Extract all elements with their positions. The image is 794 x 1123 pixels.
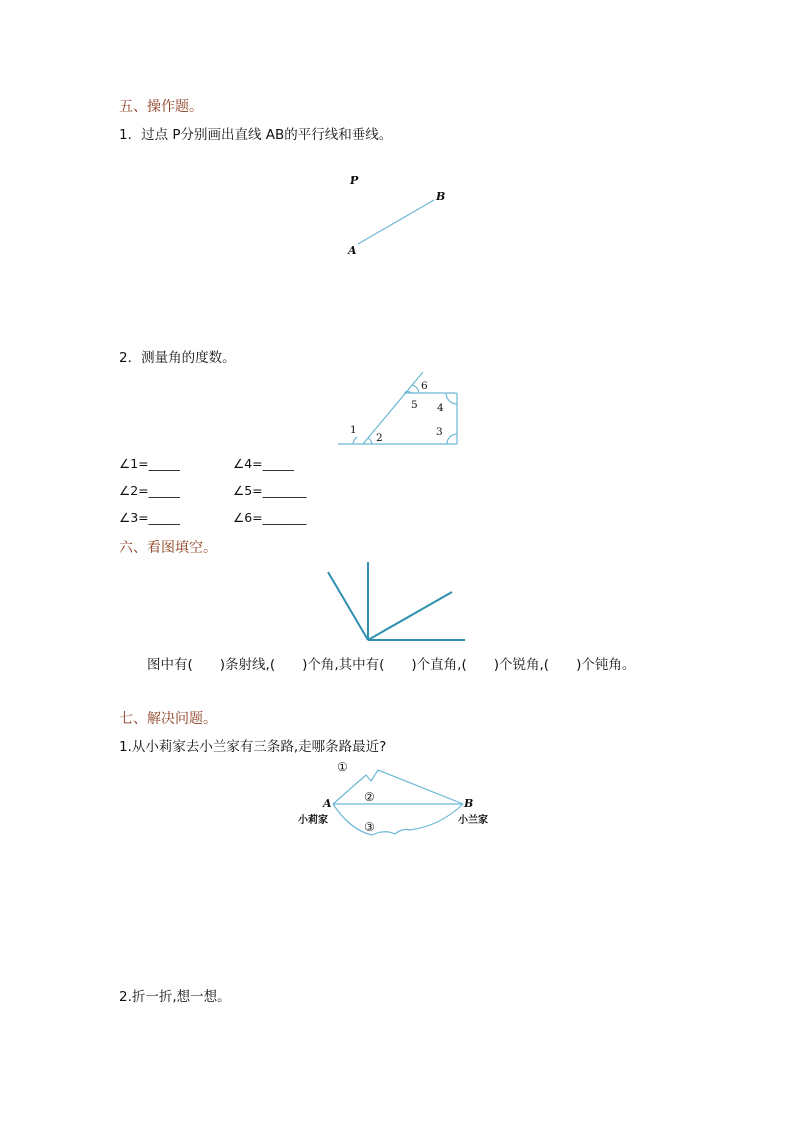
answer-angle-1: ∠1=_____ [119, 456, 180, 471]
label-route-a: A [323, 797, 332, 810]
question-parallel-perpendicular: 1．过点 P分别画出直线 AB的平行线和垂线。 [119, 127, 393, 143]
question-shortest-route: 1.从小莉家去小兰家有三条路,走哪条路最近? [119, 739, 387, 755]
label-point-p: P [350, 174, 359, 187]
route-1 [333, 770, 463, 804]
angle-label-6: 6 [421, 380, 428, 392]
fill-in-sentence: 图中有( )条射线,( )个角,其中有( )个直角,( )个锐角,( )个钝角。 [147, 657, 636, 673]
angle-label-2: 2 [376, 432, 383, 444]
section-heading-problems: 七、解决问题。 [119, 711, 217, 727]
section-heading-operations: 五、操作题。 [119, 99, 203, 115]
route-label-3: ③ [364, 820, 375, 834]
answer-angle-2: ∠2=_____ [119, 483, 180, 498]
angle-label-4: 4 [437, 402, 444, 414]
answer-angle-5: ∠5=_______ [233, 483, 307, 498]
label-xiaolan-home: 小兰家 [458, 815, 488, 826]
label-route-b: B [464, 797, 474, 810]
label-xiaoli-home: 小莉家 [298, 815, 328, 826]
angle-label-5: 5 [411, 399, 418, 411]
label-point-a: A [348, 244, 357, 257]
answer-angle-4: ∠4=_____ [233, 456, 294, 471]
answer-angle-6: ∠6=_______ [233, 510, 307, 525]
angle-label-1: 1 [350, 424, 357, 436]
question-fold-think: 2.折一折,想一想。 [119, 989, 231, 1005]
question-measure-angles: 2．测量角的度数。 [119, 350, 236, 366]
route-label-1: ① [337, 760, 348, 774]
angle-label-3: 3 [436, 426, 443, 438]
route-3 [333, 804, 463, 835]
section-heading-fill-blanks: 六、看图填空。 [119, 540, 217, 556]
answer-angle-3: ∠3=_____ [119, 510, 180, 525]
route-label-2: ② [364, 790, 375, 804]
label-point-b: B [436, 190, 446, 203]
